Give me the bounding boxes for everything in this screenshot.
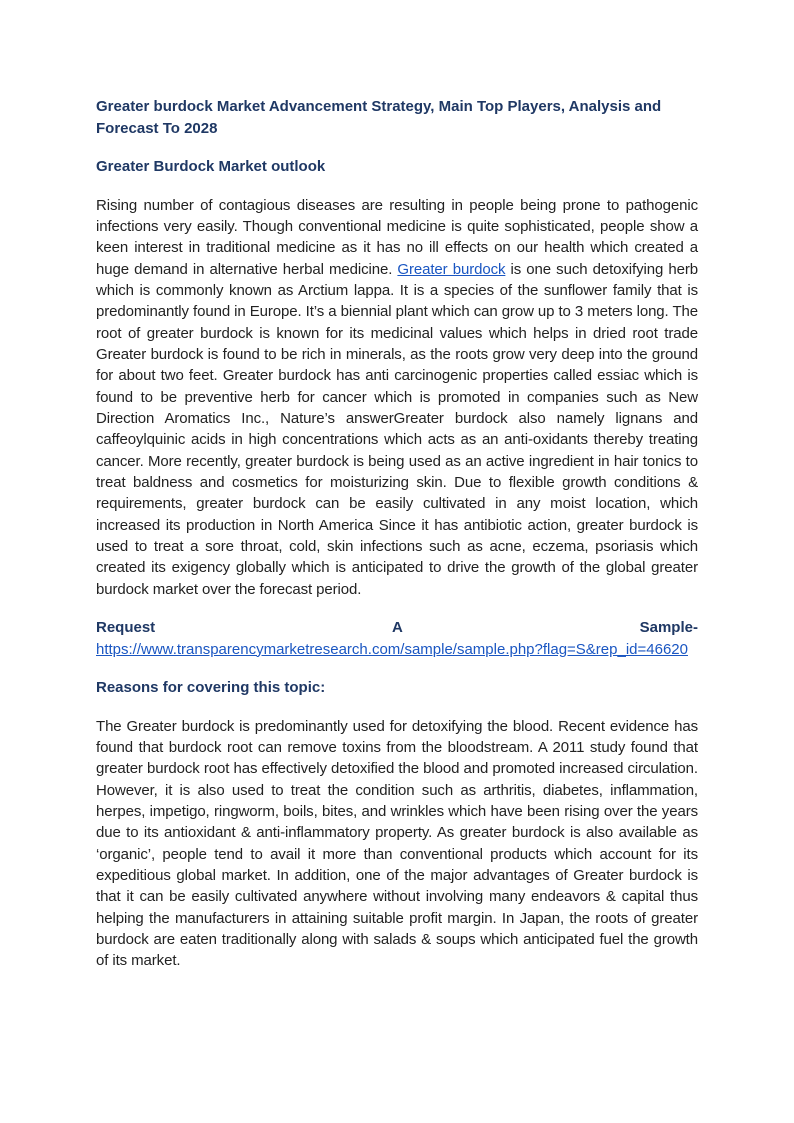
reasons-heading: Reasons for covering this topic:	[96, 679, 326, 697]
request-sample-label	[96, 617, 698, 639]
outlook-text-end: is one such detoxifying herb which is commonly known as Arctium lappa. It is a species of the sunflower family that is predominantly found in Europe. It’s a biennial plant which can grow up to 3 meters long. The root of greater burdock is known for its medicinal values which helps in dried root trade Greater burdock is found to be rich in minerals, as the roots grow very deep into the ground for about two feet. Greater burdock has anti carcinogenic properties called essiac which is found to be preventive herb for cancer which is promoted in companies such as New Direction Aromatics Inc., Nature’s answerGreater burdock also namely lignans and caffeoylquinic acids in high concentrations which acts as an anti-oxidants thereby treating cancer. More recently, greater burdock is being used as an active ingredient in hair tonics to treat baldness and cosmetics for moisturizing skin. Due to flexible growth conditions & requirements, greater burdock can be easily cultivated in any moist location, which increased its production in North America Since it has antibiotic action, greater burdock is used to treat a sore throat, cold, skin infections such as acne, eczema, psoriasis which created its exigency globally which is anticipated to drive the growth of the global greater burdock market over the forecast period.	[96, 260, 698, 598]
outlook-paragraph	[96, 195, 698, 601]
a-word: A	[391, 619, 403, 637]
outlook-heading: Greater Burdock Market outlook	[96, 158, 326, 175]
reasons-paragraph: The Greater burdock is predominantly used for detoxifying the blood. Recent evidence has found that burdock root can remove toxins from the bloodstream. A 2011 study found that greater burdock root has effectively detoxified the blood and promoted increased circulation. However, it is also used to treat the condition such as arthritis, diabetes, inflammation, herpes, impetigo, ringworm, boils, bites, and wrinkles which have been rising over the years due to its antioxidant & anti-inflammatory property. As greater burdock is also available as ‘organic’, people tend to avail it more than conventional products which account for its expeditious global market. In addition, one of the major advantages of Greater burdock is that it can be easily cultivated anywhere without involving many endeavors & capital thus helping the manufacturers in attaining suitable profit margin. In Japan, the roots of greater burdock are eaten traditionally along with salads & soups which anticipated fuel the growth of its market.	[96, 717, 698, 970]
request-word: Request	[96, 619, 156, 637]
outlook-text-start: Rising number of contagious diseases are resulting in people being prone to pathogenic infections very easily. Though conventional medicine is quite sophisticated, people show a keen interest in traditional medicine as it has no ill effects on our health which created a huge demand in alternative herbal medicine.	[96, 196, 698, 278]
sample-word: Sample-	[639, 619, 698, 637]
greater-burdock-link[interactable]: Greater burdock	[397, 260, 506, 278]
document-title: Greater burdock Market Advancement Strategy, Main Top Players, Analysis and Forecast To 2028	[96, 98, 662, 137]
sample-request-link[interactable]: https://www.transparencymarketresearch.com/sample/sample.php?flag=S&rep_id=46620	[96, 640, 688, 658]
document-body	[96, 96, 698, 989]
